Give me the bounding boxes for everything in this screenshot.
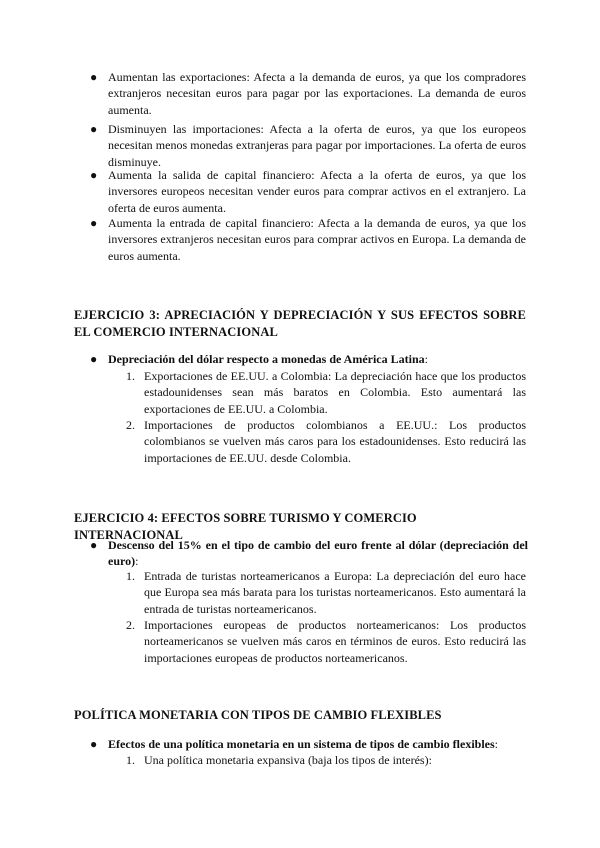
bullet-bold-text: Efectos de una política monetaria en un sistema de tipos de cambio flexibles [108,737,495,751]
numbered-item: Importaciones europeas de productos norteamericanos: Los productos norteamericanos se vuelven más caros en términos de euros. Esto reducirá las importaciones europeas de productos norteamericanos. [144,618,526,665]
bullet-tail: : [135,554,139,569]
bullet-marker: ● [90,737,98,751]
numbered-item: Importaciones de productos colombianos a EE.UU.: Los productos colombianos se vuelven más caros para los estadounidenses. Esto reducirá las importaciones de EE.UU. desde Colombia. [144,418,526,465]
bullet-marker: ● [90,538,98,552]
bullet-marker: ● [90,168,98,182]
bullet-marker: ● [90,122,98,136]
bullet-marker: ● [90,216,98,230]
numbered-item: Entrada de turistas norteamericanos a Europa: La depreciación del euro hace que Europa sea más barata para los turistas norteamericanos. Esto aumentará la entrada de turistas norteamericanos. [144,569,526,616]
list-number: 1. [126,753,135,767]
list-item: Aumenta la salida de capital financiero: Afecta a la oferta de euros, ya que los inversores europeos necesitan vender euros para comprar activos en el extranjero. La oferta de euros aumenta. [108,168,526,215]
section-bullet [108,351,528,367]
section-heading-ejercicio-3: EJERCICIO 3: APRECIACIÓN Y DEPRECIACIÓN Y SUS EFECTOS SOBRE EL COMERCIO INTERNACIONAL [74,308,526,339]
section-heading-politica-monetaria: POLÍTICA MONETARIA CON TIPOS DE CAMBIO FLEXIBLES [74,708,442,722]
bullet-marker: ● [90,70,98,84]
list-number: 1. [126,369,135,383]
bullet-tail: : [424,352,428,366]
section-heading-ejercicio-4: EJERCICIO 4: EFECTOS SOBRE TURISMO Y COMERCIO INTERNACIONAL [74,511,417,542]
list-number: 2. [126,418,135,432]
bullet-tail: : [494,737,498,751]
list-item: Aumentan las exportaciones: Afecta a la demanda de euros, ya que los compradores extranjeros necesitan euros para pagar por las exportaciones. La demanda de euros aumenta. [108,70,526,117]
list-number: 2. [126,618,135,632]
list-item: Aumenta la entrada de capital financiero: Afecta a la demanda de euros, ya que los inversores extranjeros necesitan euros para comprar activos en Europa. La demanda de euros aumenta. [108,216,526,263]
bullet-bold-text: Depreciación del dólar respecto a monedas de América Latina [108,352,425,366]
bullet-marker: ● [90,352,98,366]
list-number: 1. [126,569,135,583]
section-bullet [108,736,528,752]
list-item: Disminuyen las importaciones: Afecta a la oferta de euros, ya que los europeos necesitan menos monedas extranjeras para pagar por importaciones. La oferta de euros disminuye. [108,122,526,169]
section-bullet [108,537,528,570]
numbered-item: Una política monetaria expansiva (baja los tipos de interés): [144,753,432,767]
numbered-item: Exportaciones de EE.UU. a Colombia: La depreciación hace que los productos estadounidenses sean más baratos en Colombia. Esto aumentará las exportaciones de EE.UU. a Colombia. [144,369,526,416]
bullet-bold-text: Descenso del 15% en el tipo de cambio del euro frente al dólar (depreciación del euro) [108,538,528,569]
